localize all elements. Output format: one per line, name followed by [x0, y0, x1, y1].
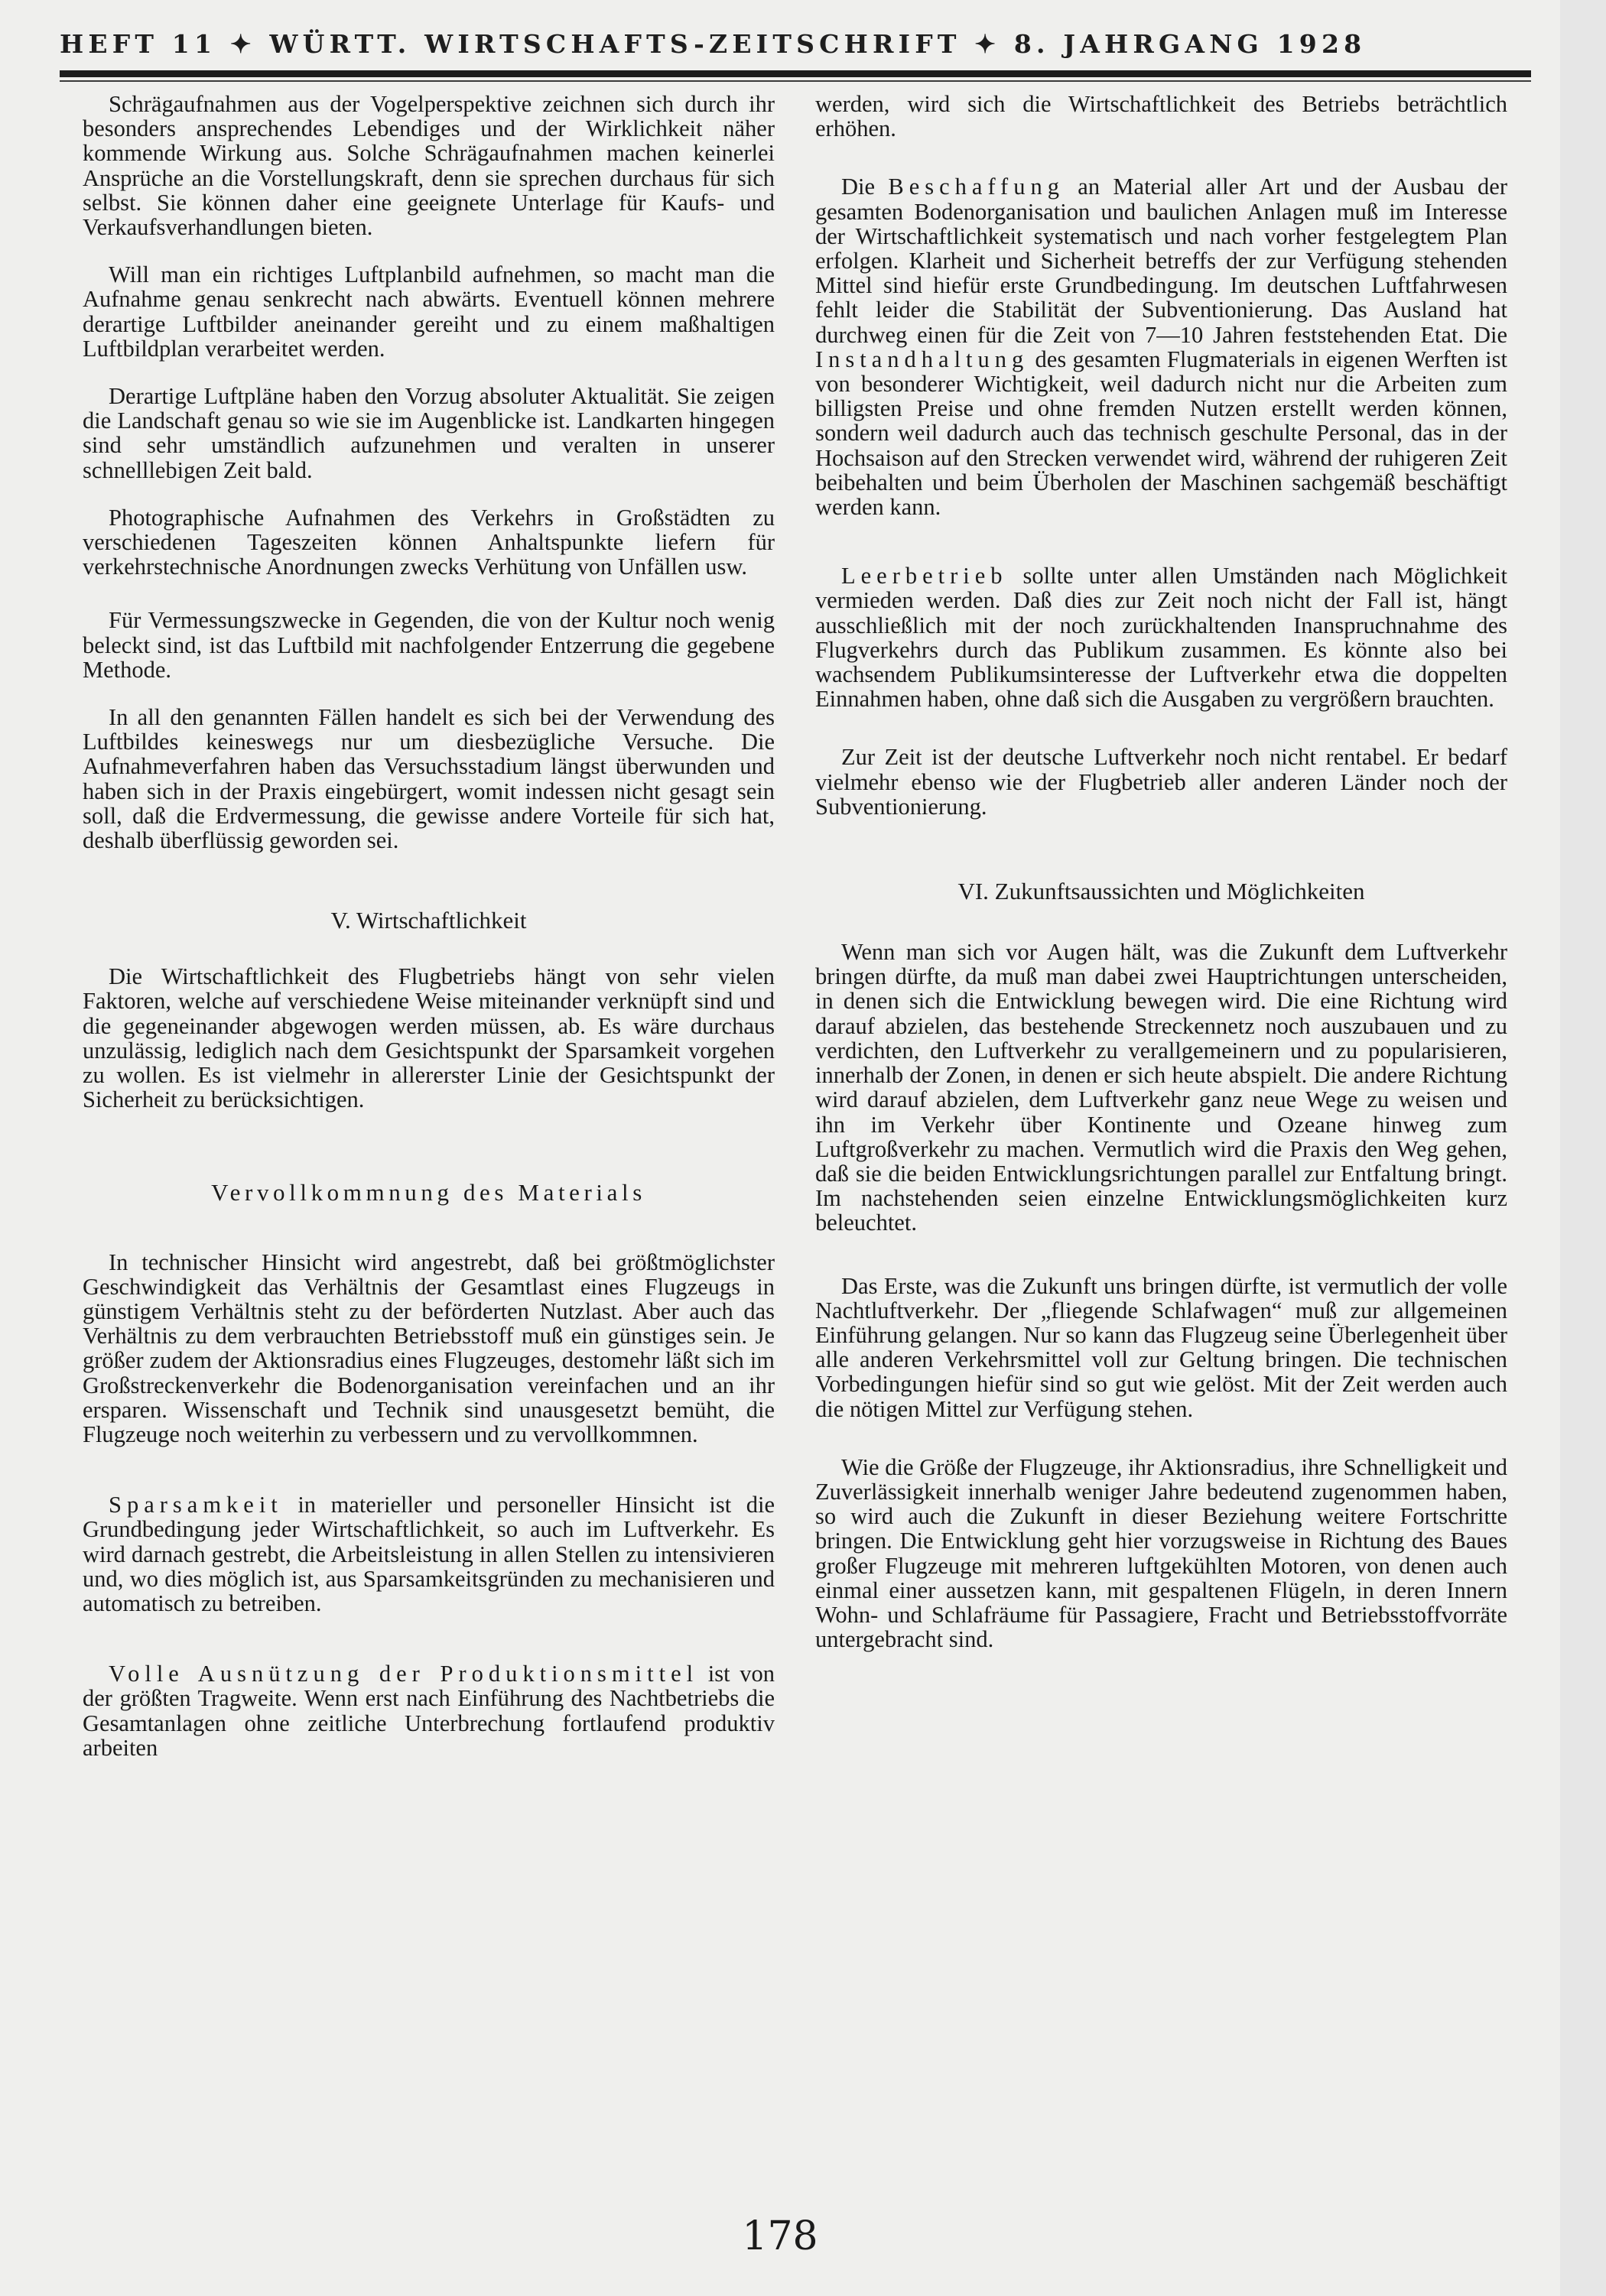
section-heading-v: V. Wirtschaftlichkeit — [330, 907, 527, 934]
separator-ornament-icon: ✦ — [229, 29, 270, 59]
paragraph: Wie die Größe der Flugzeuge, ihr Aktionsradius, ihre Schnelligkeit und Zuverlässigkeit innerhalb weniger Jahre bedeutend zugenommen haben, so wird auch die Zukunft in dieser Beziehung weitere Fortschritte bringen. Die Entwicklung geht hier vorzugsweise in Richtung des Baues großer Flugzeuge mit mehreren luftgekühlten Motoren, von denen auch einmal einer aussetzen kann, mit gespaltenen Flügeln, in deren Innern Wohn- und Schlafräume für Passagiere, Fracht und Betriebsstoffvorräte untergebracht sind. — [815, 1453, 1507, 1653]
paragraph: Die Beschaffung an Material aller Art und der Ausbau der gesamten Bodenorganisation und baulichen Anlagen muß im Interesse der Wirtschaftlichkeit systematisch und nach vorher festgelegtem Plan erfolgen. Klarheit und Sicherheit betreffs der zur Verfügung stehenden Mittel sind hiefür erste Grundbedingung. Im deutschen Luftfahrwesen fehlt leider die Stabilität der Subventionierung. Das Ausland hat durchweg einen für die Zeit von 7—10 Jahren feststehenden Etat. Die Instandhaltung des gesamten Flugmaterials in eigenen Werften ist von besonderer Wichtigkeit, weil dadurch nicht nur die Arbeiten zum billigsten Preise und ohne fremden Nutzen erstellt werden können, sondern weil dadurch auch das technisch geschulte Personal, das in der Hochsaison auf den Strecken verwendet wird, während der ruhigeren Zeit beibehalten und beim Überholen der Maschinen sachgemäß beschäftigt werden kann. — [815, 174, 1507, 521]
section-heading-vi: VI. Zukunftsaussichten und Möglichkeiten — [957, 878, 1365, 905]
paragraph: Schrägaufnahmen aus der Vogelperspektive zeichnen sich durch ihr besonders ansprechendes Lebendiges und der Wirklichkeit näher kommende Wirkung aus. Solche Schrägaufnahmen machen keinerlei Ansprüche an die Vorstellungskraft, denn sie sprechen durchaus für sich selbst. Sie können daher eine geeignete Unterlage für Kaufs- und Verkaufsverhandlungen bieten. — [83, 91, 775, 241]
spaced-emphasis: Leerbetrieb — [841, 563, 1008, 589]
header-rule-thick — [60, 70, 1531, 77]
paragraph: Für Vermessungszwecke in Gegenden, die von der Kultur noch wenig beleckt sind, ist das Luftbild mit nachfolgender Entzerrung die gegebene Methode. — [83, 607, 775, 683]
paragraph: Sparsamkeit in materieller und personeller Hinsicht ist die Grundbedingung jeder Wirtschaftlichkeit, so auch im Luftverkehr. Es wird darnach gestrebt, die Arbeitsleistung in allen Stellen zu intensivieren und, wo dies möglich ist, aus Sparsamkeitsgründen zu mechanisieren und automatisch zu betreiben. — [83, 1492, 775, 1616]
separator-ornament-icon: ✦ — [974, 29, 1014, 59]
paragraph: Leerbetrieb sollte unter allen Umständen nach Möglichkeit vermieden werden. Daß dies zur Zeit noch nicht der Fall ist, hängt ausschließlich mit der noch zurückhaltenden Inanspruchnahme des Flugverkehrs durch das Publikum zusammen. Es könnte also bei wachsendem Publikumsinteresse der Luftverkehr etwa die doppelten Einnahmen haben, ohne daß sich die Ausgaben zu vergrößern brauchten. — [815, 563, 1507, 713]
spaced-emphasis: Volle Ausnützung der Produktionsmittel — [109, 1661, 699, 1687]
running-header — [60, 28, 1531, 61]
paragraph: Derartige Luftpläne haben den Vorzug absoluter Aktualität. Sie zeigen die Landschaft genau so wie sie im Augenblicke ist. Landkarten hingegen sind sehr umständlich aufzunehmen und veralten in unserer schnelllebigen Zeit bald. — [83, 383, 775, 483]
paragraph: In technischer Hinsicht wird angestrebt, daß bei größtmöglichster Geschwindigkeit das Verhältnis der Gesamtlast eines Flugzeugs in günstigem Verhältnis steht zu der beförderten Nutzlast. Aber auch das Verhältnis zu dem verbrauchten Betriebsstoff muß ein günstiges sein. Je größer zudem der Aktionsradius eines Flugzeuges, destomehr läßt sich im Großstreckenverkehr die Bodenorganisation vereinfachen und an ihr ersparen. Wissenschaft und Technik sind unausgesetzt bemüht, die Flugzeuge noch weiterhin zu verbessern und zu vervollkommnen. — [83, 1249, 775, 1447]
header-rule-thin — [60, 80, 1531, 82]
paragraph: Wenn man sich vor Augen hält, was die Zukunft dem Luftverkehr bringen dürfte, da muß man dabei zwei Hauptrichtungen unterscheiden, in denen sich die Entwicklung bewegen wird. Die eine Richtung wird darauf abzielen, das bestehende Streckennetz noch auszubauen und zu verdichten, den Luftverkehr zu verallgemeinern und zu popularisieren, innerhalb der Zonen, in denen er sich heute abspielt. Die andere Richtung wird darauf abzielen, dem Luftverkehr ganz neue Wege zu weisen und ihn im Verkehr über Kontinente und Ozeane hinweg zum Luftgroßverkehr zu machen. Vermutlich wird die Praxis den Weg gehen, daß sie die beiden Entwicklungsrichtungen parallel zur Entfaltung bringt. Im nachstehenden seien einzelne Entwicklungsmöglichkeiten kurz beleuchtet. — [815, 939, 1507, 1236]
paragraph: Das Erste, was die Zukunft uns bringen dürfte, ist vermutlich der volle Nachtluftverkehr. Der „fliegende Schlafwagen“ muß zur allgemeinen Einführung gelangen. Nur so kann das Flugzeug seine Überlegenheit über alle anderen Verkehrsmittel voll zur Geltung bringen. Die technischen Vorbedingungen hiefür sind so gut wie gelöst. Mit der Zeit werden auch die nötigen Mittel zur Verfügung stehen. — [815, 1272, 1507, 1422]
paragraph: Zur Zeit ist der deutsche Luftverkehr noch nicht rentabel. Er bedarf vielmehr ebenso wie der Flugbetrieb aller anderen Länder noch der Subventionierung. — [815, 744, 1507, 820]
paragraph: Die Wirtschaftlichkeit des Flugbetriebs hängt von sehr vielen Faktoren, welche auf verschiedene Weise miteinander verknüpft sind und die gegeneinander abgewogen werden müssen, ab. Es wäre durchaus unzulässig, lediglich nach dem Gesichtspunkt der Sparsamkeit vorgehen zu wollen. Es ist vielmehr in allererster Linie der Gesichtspunkt der Sicherheit zu berücksichtigen. — [83, 963, 775, 1113]
subsection-heading: Vervollkommnung des Materials — [211, 1178, 646, 1206]
journal-title: WÜRTT. WIRTSCHAFTS-ZEITSCHRIFT — [269, 29, 961, 59]
issue-label: HEFT 11 — [60, 29, 217, 59]
paragraph: Volle Ausnützung der Produktionsmittel ist von der größten Tragweite. Wenn erst nach Einführung des Nachtbetriebs die Gesamtanlagen ohne zeitliche Unterbrechung fortlaufend produktiv arbeiten — [83, 1661, 775, 1761]
volume-year: 8. JAHRGANG 1928 — [1013, 29, 1367, 59]
spaced-emphasis: Beschaffung — [888, 174, 1065, 200]
paragraph: Photographische Aufnahmen des Verkehrs in Großstädten zu verschiedenen Tageszeiten können Anhaltspunkte liefern für verkehrstechnische Anordnungen zwecks Verhütung von Unfällen usw. — [83, 504, 775, 580]
paragraph: Will man ein richtiges Luftplanbild aufnehmen, so macht man die Aufnahme genau senkrecht nach abwärts. Eventuell können mehrere derartige Luftbilder aneinander gereiht und zu einem maßhaltigen Luftbildplan verarbeitet werden. — [83, 261, 775, 362]
page-number: 178 — [742, 2213, 818, 2259]
paragraph: werden, wird sich die Wirtschaftlichkeit des Betriebs beträchtlich erhöhen. — [815, 91, 1507, 142]
spaced-emphasis: Instandhaltung — [815, 346, 1029, 372]
left-column — [83, 92, 775, 1760]
paragraph: In all den genannten Fällen handelt es sich bei der Verwendung des Luftbildes keineswegs nur um diesbezügliche Versuche. Die Aufnahmeverfahren haben das Versuchsstadium längst überwunden und haben sich in der Praxis eingebürgert, womit indessen nicht gesagt sein soll, daß die Erdvermessung, die gewisse andere Vorteile für sich hat, deshalb überflüssig geworden sei. — [83, 704, 775, 854]
spaced-emphasis: Sparsamkeit — [109, 1492, 283, 1518]
right-column — [815, 92, 1507, 1651]
